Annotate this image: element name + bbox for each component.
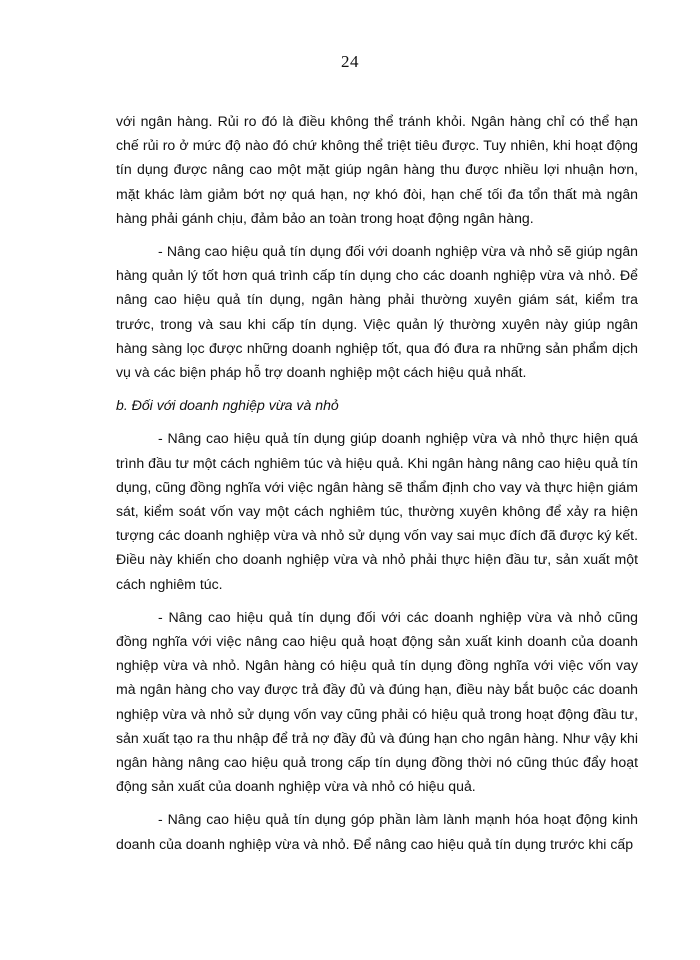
paragraph-healthy-business: - Nâng cao hiệu quả tín dụng góp phần làm lành mạnh hóa hoạt động kinh doanh của doanh nghiệp vừa và nhỏ. Để nâng cao hiệu quả tín dụng trước khi cấp <box>116 811 638 852</box>
document-body <box>116 109 638 865</box>
page-number: 24 <box>341 52 359 71</box>
paragraph-business-efficiency: - Nâng cao hiệu quả tín dụng đối với các doanh nghiệp vừa và nhỏ cũng đồng nghĩa với việc nâng cao hiệu quả hoạt động sản xuất kinh doanh của doanh nghiệp vừa và nhỏ. Ngân hàng có hiệu quả tín dụng đồng nghĩa với việc vốn vay mà ngân hàng cho vay được trả đầy đủ và đúng hạn, điều này bắt buộc các doanh nghiệp vừa và nhỏ sử dụng vốn vay cũng phải có hiệu quả trong hoạt động đầu tư, sản xuất tạo ra thu nhập để trả nợ đầy đủ và đúng hạn cho ngân hàng. Như vậy khi ngân hàng nâng cao hiệu quả trong cấp tín dụng đồng thời nó cũng thúc đẩy hoạt động sản xuất của doanh nghiệp vừa và nhỏ có hiệu quả. <box>116 608 638 795</box>
paragraph-investment-process: - Nâng cao hiệu quả tín dụng giúp doanh nghiệp vừa và nhỏ thực hiện quá trình đầu tư một cách nghiêm túc và hiệu quả. Khi ngân hàng nâng cao hiệu quả tín dụng, cũng đồng nghĩa với việc ngân hàng sẽ thẩm định cho vay và thực hiện giám sát, kiểm soát vốn vay một cách nghiêm túc, thường xuyên không để xảy ra hiện tượng các doanh nghiệp vừa và nhỏ sử dụng vốn vay sai mục đích đã được ký kết. Điều này khiến cho doanh nghiệp vừa và nhỏ phải thực hiện đầu tư, sản xuất một cách nghiêm túc. <box>116 430 638 592</box>
section-heading: b. Đối với doanh nghiệp vừa và nhỏ <box>116 397 339 414</box>
paragraph-bank-credit-management: - Nâng cao hiệu quả tín dụng đối với doanh nghiệp vừa và nhỏ sẽ giúp ngân hàng quản lý tốt hơn quá trình cấp tín dụng cho các doanh nghiệp vừa và nhỏ. Để nâng cao hiệu quả tín dụng, ngân hàng phải thường xuyên giám sát, kiểm tra trước, trong và sau khi cấp tín dụng. Việc quản lý thường xuyên này giúp ngân hàng sàng lọc được những doanh nghiệp tốt, qua đó đưa ra những sản phẩm dịch vụ và các biện pháp hỗ trợ doanh nghiệp một cách hiệu quả nhất. <box>116 243 638 381</box>
paragraph-continuation: với ngân hàng. Rủi ro đó là điều không thể tránh khỏi. Ngân hàng chỉ có thể hạn chế rủi ro ở mức độ nào đó chứ không thể triệt tiêu được. Tuy nhiên, khi hoạt động tín dụng được nâng cao một mặt giúp ngân hàng thu được nhiều lợi nhuận hơn, mặt khác làm giảm bớt nợ quá hạn, nợ khó đòi, hạn chế tối đa tổn thất mà ngân hàng phải gánh chịu, đảm bảo an toàn trong hoạt động ngân hàng. <box>116 113 638 226</box>
